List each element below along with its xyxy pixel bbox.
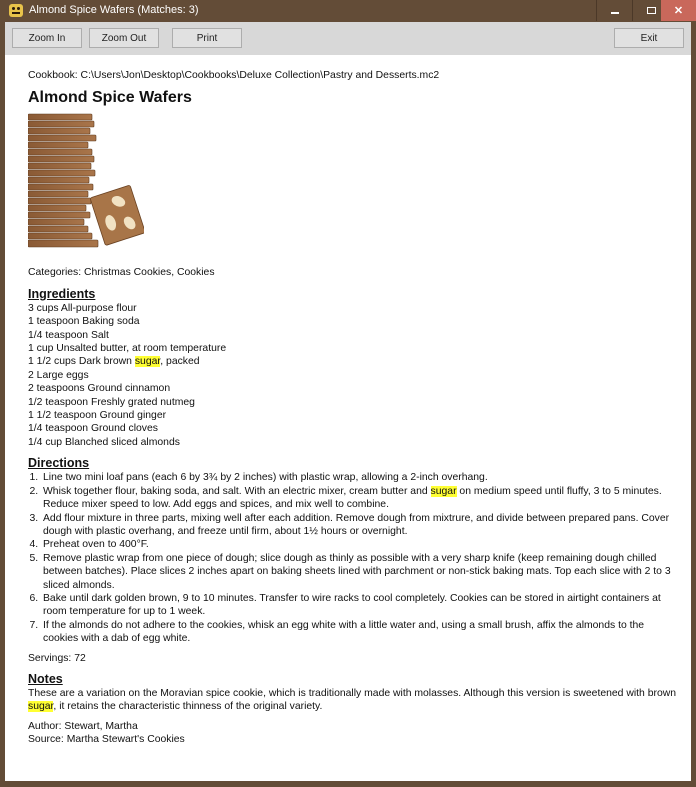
close-button[interactable] xyxy=(661,0,696,21)
recipe-photo xyxy=(28,112,144,256)
servings: Servings: 72 xyxy=(28,652,86,664)
ingredient-item: 1/2 teaspoon Freshly grated nutmeg xyxy=(28,396,195,408)
directions-list xyxy=(28,471,678,645)
title-bar[interactable] xyxy=(0,0,696,22)
zoom-out-button[interactable]: Zoom Out xyxy=(89,28,159,48)
direction-step: 6. Bake until dark golden brown, 9 to 10 minutes. Transfer to wire racks to cool completely. Cookies can be stored in airtight containers at room temperature for up to 1 week. xyxy=(41,592,678,619)
zoom-in-button[interactable]: Zoom In xyxy=(12,28,82,48)
author: Author: Stewart, Martha xyxy=(28,720,138,732)
ingredient-item: 2 Large eggs xyxy=(28,369,89,381)
ingredient-item xyxy=(28,355,678,368)
close-icon: ✕ xyxy=(673,5,684,17)
direction-step: 1. Line two mini loaf pans (each 6 by 3¾ by 2 inches) with plastic wrap, allowing a 2-inch overhang. xyxy=(41,471,678,484)
recipe-view[interactable] xyxy=(5,55,691,781)
direction-step: 7. If the almonds do not adhere to the cookies, whisk an egg white with a little water and, using a small brush, affix the almonds to the cookies with a dab of egg white. xyxy=(41,619,678,646)
minimize-icon xyxy=(611,12,619,14)
ingredient-item: 2 teaspoons Ground cinnamon xyxy=(28,383,171,395)
app-logo-icon xyxy=(9,4,23,17)
recipe-title: Almond Spice Wafers xyxy=(28,89,192,107)
toolbar xyxy=(5,22,691,55)
cookie-stack-image xyxy=(28,112,144,256)
direction-step: 5. Remove plastic wrap from one piece of dough; slice dough as thinly as possible with a very sharp knife (keep remaining dough chilled between batches). Place slices 2 inches apart on baking sheets lined with parchment or non-stick baking mats. Top each slice with 2 to 3 sliced almonds. xyxy=(41,552,678,592)
search-highlight: sugar xyxy=(134,356,161,368)
search-highlight: sugar xyxy=(430,485,457,497)
text: These are a variation on the Moravian spice cookie, which is traditionally made with molasses. Although this version is sweetened with brown xyxy=(28,687,677,699)
directions-heading: Directions xyxy=(28,456,90,471)
text: , packed xyxy=(160,356,200,368)
direction-step: 3. Add flour mixture in three parts, mixing well after each addition. Remove dough from mixtrure, and divide between prepared pans. Cover dough with plastic overhang, and freeze until firm, about 1½ hours or overnight. xyxy=(41,512,678,539)
search-highlight: sugar xyxy=(28,701,54,713)
text: 1 1/2 cups Dark brown xyxy=(28,356,135,368)
direction-step xyxy=(41,485,678,512)
ingredients-heading: Ingredients xyxy=(28,286,96,301)
maximize-icon xyxy=(647,7,656,14)
print-button[interactable]: Print xyxy=(172,28,242,48)
direction-step: 4. Preheat oven to 400°F. xyxy=(41,538,678,551)
ingredient-item: 1/4 teaspoon Ground cloves xyxy=(28,423,158,435)
ingredient-item: 1 cup Unsalted butter, at room temperature xyxy=(28,343,227,355)
text: on medium speed until fluffy, 3 to 5 minutes. Reduce mixer speed to low. Add eggs and spices, and mix well to combine. xyxy=(43,485,662,511)
ingredient-item: 3 cups All-purpose flour xyxy=(28,302,137,314)
recipe-document xyxy=(28,69,678,747)
ingredient-item: 1/4 cup Blanched sliced almonds xyxy=(28,436,180,448)
minimize-button[interactable] xyxy=(596,0,633,21)
text: Whisk together flour, baking soda, and salt. With an electric mixer, cream butter and xyxy=(43,485,431,497)
window-title: Almond Spice Wafers (Matches: 3) xyxy=(29,4,199,16)
ingredient-item: 1 teaspoon Baking soda xyxy=(28,316,140,328)
exit-button[interactable]: Exit xyxy=(614,28,684,48)
categories: Categories: Christmas Cookies, Cookies xyxy=(28,267,215,279)
source: Source: Martha Stewart's Cookies xyxy=(28,734,185,746)
notes-heading: Notes xyxy=(28,671,63,686)
ingredient-item: 1/4 teaspoon Salt xyxy=(28,329,109,341)
ingredient-item: 1 1/2 teaspoon Ground ginger xyxy=(28,410,167,422)
text: , it retains the characteristic thinness of the original variety. xyxy=(53,701,323,713)
notes-text xyxy=(28,687,678,714)
ingredients-list xyxy=(28,302,678,449)
cookbook-path: Cookbook: C:\Users\Jon\Desktop\Cookbooks\Deluxe Collection\Pastry and Desserts.mc2 xyxy=(28,70,440,81)
